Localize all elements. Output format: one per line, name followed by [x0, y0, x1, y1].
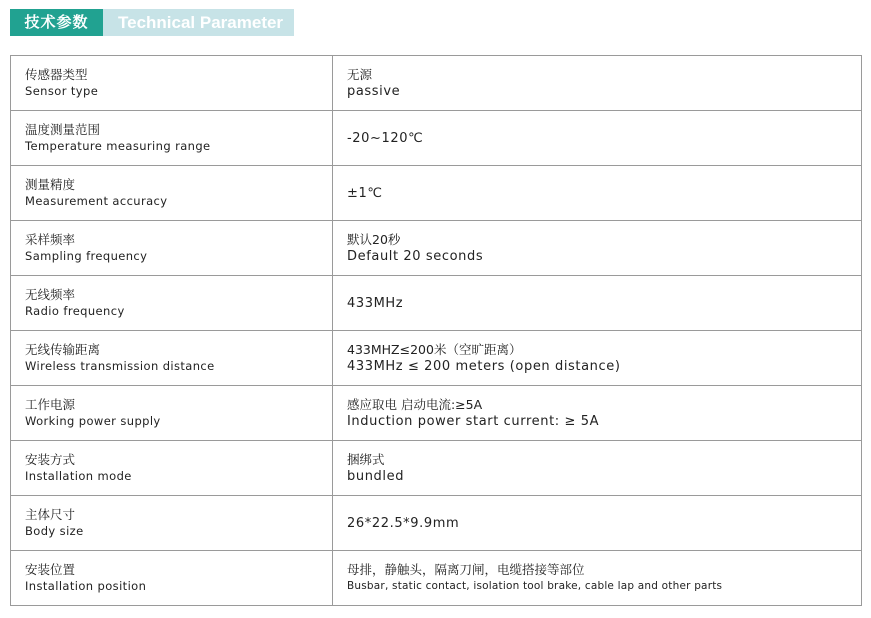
- param-label-cell: [11, 276, 333, 331]
- table-row: [11, 56, 862, 111]
- param-label-cn: 温度测量范围: [25, 122, 101, 137]
- param-label-en: Working power supply: [25, 414, 161, 428]
- param-label-cn: 主体尺寸: [25, 507, 76, 522]
- param-value-cell: [333, 276, 862, 331]
- param-value-cell: [333, 221, 862, 276]
- param-value-en: Induction power start current: ≥ 5A: [347, 414, 600, 429]
- table-row: [11, 496, 862, 551]
- param-label-cell: [11, 496, 333, 551]
- param-label-en: Radio frequency: [25, 304, 125, 318]
- param-value-en: Default 20 seconds: [347, 249, 484, 264]
- param-value-en: bundled: [347, 469, 405, 484]
- param-label-cell: [11, 56, 333, 111]
- param-label-cell: [11, 331, 333, 386]
- param-label-en: Sensor type: [25, 84, 99, 98]
- section-header: [10, 9, 294, 36]
- param-value-cn: 433MHZ≤200米（空旷距离）: [347, 342, 522, 357]
- param-value-cell: [333, 496, 862, 551]
- param-label-cn: 传感器类型: [25, 67, 88, 82]
- param-value-en: -20~120℃: [347, 130, 424, 146]
- param-label-cn: 安装方式: [25, 452, 76, 467]
- param-label-en: Wireless transmission distance: [25, 359, 215, 373]
- table-row: [11, 551, 862, 606]
- param-value-en: passive: [347, 84, 401, 99]
- param-value-en: 26*22.5*9.9mm: [347, 515, 460, 531]
- table-row: [11, 221, 862, 276]
- param-value-cell: [333, 111, 862, 166]
- table-row: [11, 166, 862, 221]
- param-label-en: Body size: [25, 524, 84, 538]
- table-row: [11, 331, 862, 386]
- param-label-cn: 无线传输距离: [25, 342, 101, 357]
- param-label-en: Measurement accuracy: [25, 194, 168, 208]
- param-label-en: Sampling frequency: [25, 249, 148, 263]
- param-value-cn: 母排，静触头，隔离刀闸，电缆搭接等部位: [347, 562, 585, 577]
- table-row: [11, 386, 862, 441]
- param-label-cell: [11, 166, 333, 221]
- parameter-table: [10, 55, 862, 606]
- section-title-cn: 技术参数: [10, 9, 103, 36]
- param-label-cn: 测量精度: [25, 177, 76, 192]
- table-row: [11, 441, 862, 496]
- param-label-cn: 采样频率: [25, 232, 76, 247]
- param-label-en: Installation mode: [25, 469, 132, 483]
- param-value-cn: 无源: [347, 67, 373, 82]
- param-value-en: 433MHz: [347, 295, 404, 311]
- param-value-cn: 感应取电 启动电流:≥5A: [347, 397, 483, 412]
- param-label-cell: [11, 551, 333, 606]
- param-value-cn: 捆绑式: [347, 452, 385, 467]
- param-label-cell: [11, 111, 333, 166]
- param-label-cell: [11, 441, 333, 496]
- table-row: [11, 276, 862, 331]
- param-value-en: ±1℃: [347, 185, 383, 201]
- param-value-cell: [333, 331, 862, 386]
- param-value-cell: [333, 551, 862, 606]
- section-title-en: Technical Parameter: [103, 9, 294, 36]
- param-label-cn: 无线频率: [25, 287, 76, 302]
- param-value-en: 433MHz ≤ 200 meters (open distance): [347, 359, 621, 374]
- param-value-cell: [333, 166, 862, 221]
- table-row: [11, 111, 862, 166]
- param-label-cn: 工作电源: [25, 397, 76, 412]
- param-label-en: Installation position: [25, 579, 147, 593]
- param-value-en: Busbar, static contact, isolation tool brake, cable lap and other parts: [347, 580, 723, 592]
- param-value-cell: [333, 56, 862, 111]
- param-label-cell: [11, 386, 333, 441]
- param-value-cell: [333, 441, 862, 496]
- param-label-cell: [11, 221, 333, 276]
- param-label-cn: 安装位置: [25, 562, 76, 577]
- param-value-cell: [333, 386, 862, 441]
- param-label-en: Temperature measuring range: [25, 139, 211, 153]
- param-value-cn: 默认20秒: [347, 232, 401, 247]
